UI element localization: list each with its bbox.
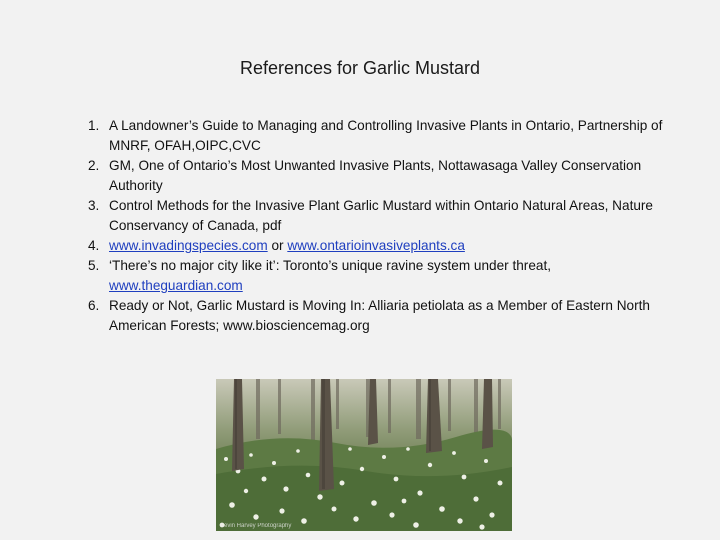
- slide-title: References for Garlic Mustard: [239, 58, 481, 78]
- reference-list: [88, 116, 688, 336]
- theguardian-link[interactable]: www.theguardian.com: [109, 278, 243, 293]
- reference-item-3: [88, 196, 688, 236]
- reference-text: A Landowner’s Guide to Managing and Controlling Invasive Plants in Ontario, Partnership of MNRF, OFAH,OIPC,CVC: [109, 118, 663, 153]
- reference-item-4: [88, 236, 688, 256]
- reference-number: 5.: [88, 258, 100, 273]
- reference-number: 4.: [88, 238, 100, 253]
- reference-number: 6.: [88, 298, 100, 313]
- reference-item-5: [88, 256, 688, 296]
- reference-text: Ready or Not, Garlic Mustard is Moving In: Alliaria petiolata as a Member of Eastern North American Forests; www.biosciencemag.org: [109, 298, 650, 333]
- reference-text: ‘There’s no major city like it’: Toronto’s unique ravine system under threat,: [109, 258, 552, 273]
- forest-photo: [216, 379, 512, 531]
- photo-credit: Kevin Harvey Photography: [220, 523, 292, 529]
- ontarioinvasiveplants-link[interactable]: www.ontarioinvasiveplants.ca: [287, 238, 465, 253]
- reference-number: 2.: [88, 158, 100, 173]
- reference-item-1: [88, 116, 688, 156]
- reference-number: 3.: [88, 198, 100, 213]
- reference-text: GM, One of Ontario’s Most Unwanted Invasive Plants, Nottawasaga Valley Conservation Authority: [109, 158, 642, 193]
- reference-separator: or: [267, 238, 288, 253]
- forest-illustration: [216, 379, 512, 531]
- reference-item-2: [88, 156, 688, 196]
- reference-item-6: [88, 296, 688, 336]
- reference-text: Control Methods for the Invasive Plant Garlic Mustard within Ontario Natural Areas, Nature Conservancy of Canada, pdf: [109, 198, 653, 233]
- invadingspecies-link[interactable]: www.invadingspecies.com: [109, 238, 268, 253]
- reference-number: 1.: [88, 118, 100, 133]
